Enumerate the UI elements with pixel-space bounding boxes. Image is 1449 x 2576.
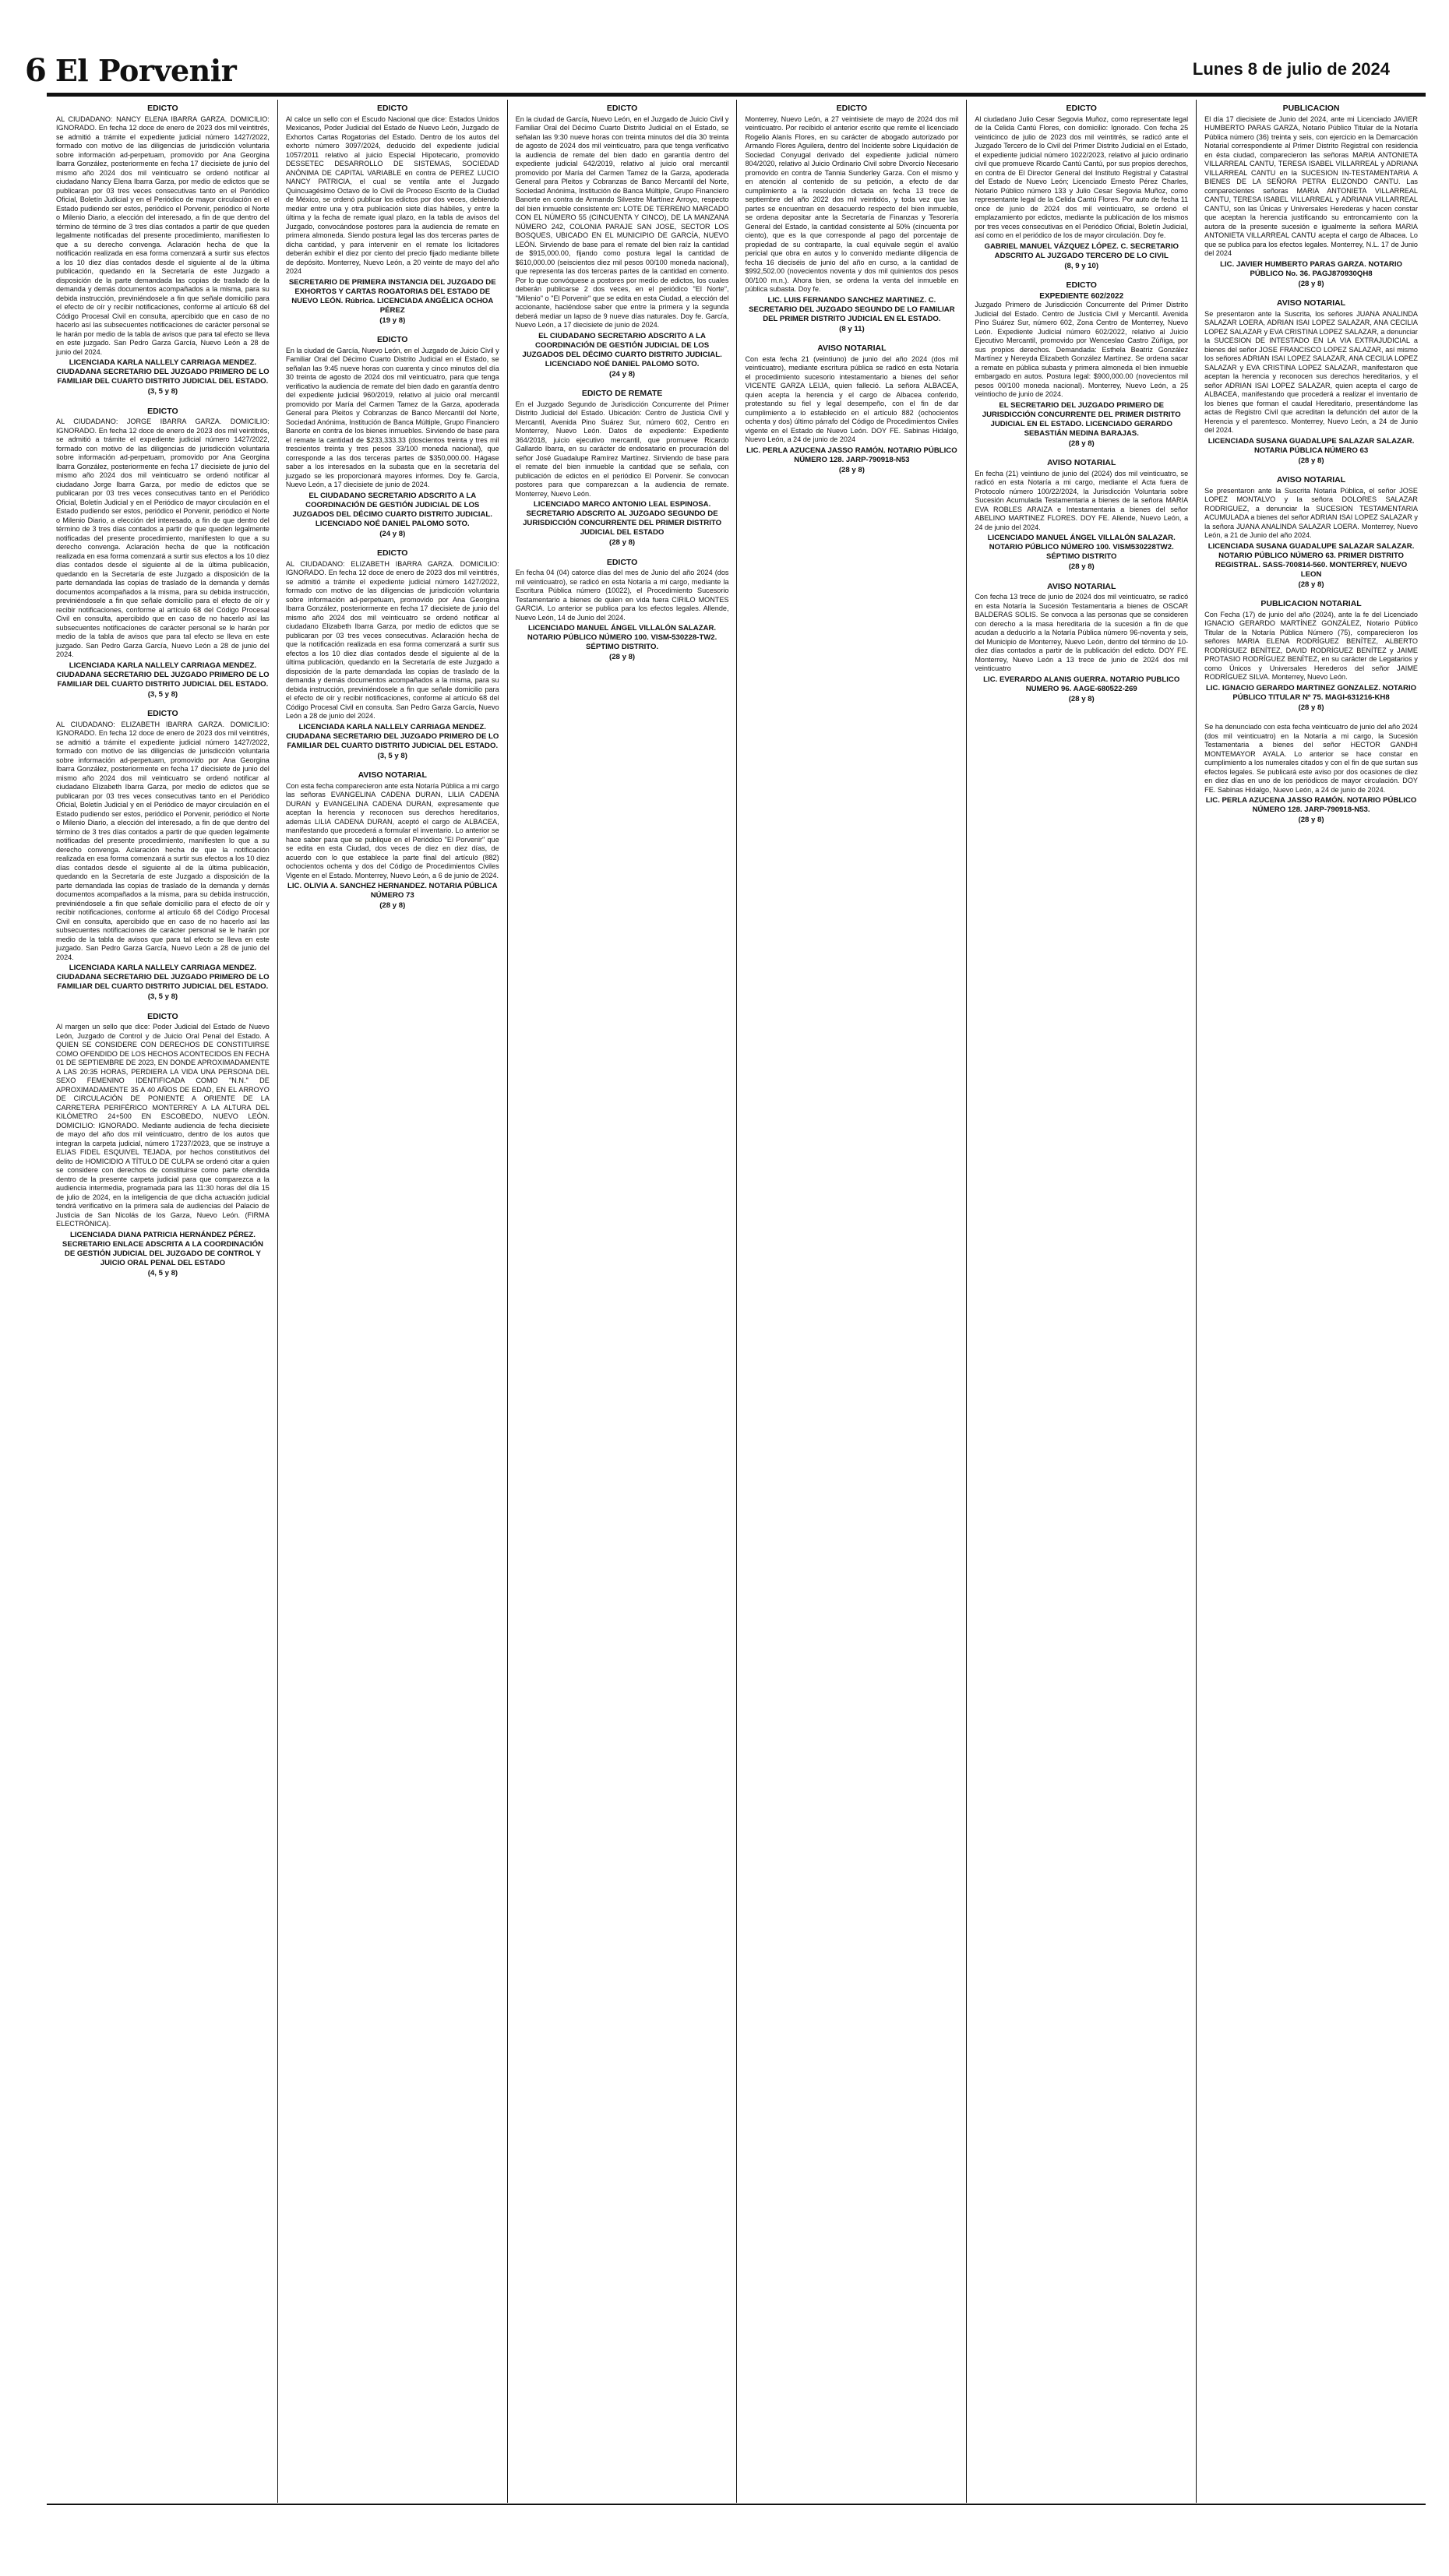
column-1 — [48, 100, 278, 2503]
notice-signature: LICENCIADA KARLA NALLELY CARRIAGA MENDEZ. CIUDADANA SECRETARIO DEL JUZGADO PRIMERO DE LO FAMILIAR DEL CUARTO DISTRITO JUDICIAL DEL ESTADO. — [56, 964, 270, 991]
page-number: 6 — [25, 52, 46, 89]
notice-body: Se presentaron ante la Suscrita Notaria Pública, el señor JOSE LOPEZ MONTALVO y la señora DOLORES SALAZAR RODRIGUEZ, a denunciar la SUCESION TESTAMENTARIA ACUMULADA a bienes del señor ADRIAN ISAI LOPEZ SALAZAR y la señora JUANA ANALINDA SALAZAR LOERA. Monterrey, Nuevo León, a 21 de Junio del año 2024. — [1204, 486, 1418, 539]
notice-title: EDICTO — [377, 104, 408, 113]
notice-body: En el Juzgado Segundo de Jurisdicción Concurrente del Primer Distrito Judicial del Estado. Ubicación: Centro de Justicia Civil y Mercantil, Avenida Pino Suárez Sur, número 602, Centro en Monterrey, Nuevo León. Datos de expediente: Expediente 364/2018, juicio ejecutivo mercantil, que promueve Ricardo Gallardo Ibarra, en su carácter de endosatario en procuración del señor José Guadalupe Ramírez Martínez. Sirviendo de base para el remate del bien inmueble la cantidad que se señala, con publicación de edictos en el periódico El Porvenir. Se convocan postores para que comparezcan a la audiencia de remate. Monterrey, Nuevo León. — [515, 400, 729, 498]
notice-publication-dates: (28 y 8) — [1068, 694, 1095, 703]
notice-title: AVISO NOTARIAL — [358, 770, 427, 780]
notice-publication-dates: (28 y 8) — [1298, 279, 1324, 288]
notice-body: En fecha (21) veintiuno de junio del (2024) dos mil veinticuatro, se radicó en esta Notaría a mi cargo, mediante el Acta fuera de Protocolo número 100/22/2024, la Jurisdicción Voluntaria sobre Sucesión Acumulada Testamentaria a bienes de la señora MARIA EVA ROBLES ARAIZA e Intestamentaria a bienes del señor ABELINO MARTINEZ FLORES. DOY FE. Allende, Nuevo León, a 24 de junio del 2024. — [975, 469, 1189, 531]
notice-signature: SECRETARIO DE PRIMERA INSTANCIA DEL JUZGADO DE EXHORTOS Y CARTAS ROGATORIAS DEL ESTADO DE NUEVO LEÓN. Rúbrica. LICENCIADA ANGÉLICA OCHOA PÉREZ — [288, 277, 496, 315]
notice-body: AL CIUDADANO: JORGE IBARRA GARZA. DOMICILIO: IGNORADO. En fecha 12 doce de enero de 2023 dos mil veintitrés, se admitió a trámite el expediente judicial número 1427/2022, formado con motivo de las diligencias de jurisdicción voluntaria sobre información ad-perpetuam, promovido por Ana Georgina Ibarra González, posteriormente en fecha 17 diecisiete de junio del mismo año 2024 dos mil veinticuatro se ordenó notificar al ciudadano Jorge Ibarra Garza, por medio de edictos que se publicaran por 03 tres veces consecutivas tanto en el Periódico Oficial, Boletín Judicial y en el Periódico de mayor circulación en el Estado pudiendo ser estos, periódico el Porvenir, periódico el Norte o Milenio Diario, a elección del interesado, a fin de que dentro del término de 3 tres días contados a partir de que queden legalmente notificadas del presente procedimiento, manifiesten lo que a su derecho convenga. Aclaración hecha de que la notificación realizada en esa forma comenzará a surtir sus efectos a los 10 diez días contados desde el siguiente al de la última publicación, quedando en la Secretaría de este Juzgado a disposición de la parte demandada las copias de traslado de la demanda y demás documentos acompañados a la misma, para su debida instrucción, previniéndosele a fin que señale domicilio para el efecto de oír y recibir notificaciones, conforme al artículo 68 del Código Procesal Civil en consulta, apercibido que en caso de no hacerlo así las subsecuentes notificaciones de carácter personal se le harán por medio de la tabla de avisos que para tal efecto se lleva en este juzgado. San Pedro Garza García, Nuevo León a 28 de junio del 2024. — [56, 418, 270, 658]
legal-notice — [56, 710, 270, 1002]
notice-signature: EL CIUDADANO SECRETARIO ADSCRITO A LA COORDINACIÓN DE GESTIÓN JUDICIAL DE LOS JUZGADOS DEL DÉCIMO CUARTO DISTRITO JUDICIAL. LICENCIADO NOÉ DANIEL PALOMO SOTO. — [292, 491, 492, 528]
legal-notice — [286, 549, 499, 760]
notice-title: PUBLICACION — [1282, 104, 1340, 113]
notice-title: EDICTO — [147, 709, 178, 718]
notice-title: EDICTO — [1066, 280, 1097, 290]
notice-publication-dates: (28 y 8) — [838, 465, 865, 474]
legal-notice — [56, 104, 270, 396]
notice-publication-dates: (28 y 8) — [379, 901, 406, 910]
notice-publication-dates: (28 y 8) — [1298, 816, 1324, 824]
notice-publication-dates: (28 y 8) — [609, 653, 636, 661]
notice-publication-dates: (24 y 8) — [379, 529, 406, 538]
legal-notice — [745, 104, 958, 333]
notice-title: AVISO NOTARIAL — [1276, 298, 1346, 308]
notice-publication-dates: (3, 5 y 8) — [147, 387, 178, 396]
notice-signature: LICENCIADA KARLA NALLELY CARRIAGA MENDEZ. CIUDADANA SECRETARIO DEL JUZGADO PRIMERO DE LO FAMILIAR DEL CUARTO DISTRITO JUDICIAL DEL ESTADO. — [56, 358, 270, 386]
notice-title: EDICTO — [147, 406, 178, 416]
legal-notice — [975, 583, 1188, 704]
notice-signature: LICENCIADA KARLA NALLELY CARRIAGA MENDEZ. CIUDADANA SECRETARIO DEL JUZGADO PRIMERO DE LO FAMILIAR DEL CUARTO DISTRITO JUDICIAL DEL ESTADO. — [56, 661, 270, 689]
legal-notice — [286, 104, 499, 325]
newspaper-name: El Porvenir — [55, 53, 237, 88]
notice-body: AL CIUDADANO: ELIZABETH IBARRA GARZA. DOMICILIO: IGNORADO. En fecha 12 doce de enero de 2023 dos mil veintitrés, se admitió a trámite el expediente judicial número 1427/2022, formado con motivo de las diligencias de jurisdicción voluntaria sobre información ad-perpetuam, promovido por Ana Georgina Ibarra González, posteriormente en fecha 17 diecisiete de junio del mismo año 2024 dos mil veinticuatro se ordenó notificar al ciudadano Elizabeth Ibarra Garza, por medio de edictos que se publicaran por 03 tres veces consecutivas tanto en el Periódico Oficial, Boletín Judicial y en el Periódico de mayor circulación en el Estado pudiendo ser estos, periódico el Porvenir, periódico el Norte o Milenio Diario, a elección del interesado, a fin de que dentro del término de 3 tres días contados a partir de que queden legalmente notificadas del presente procedimiento, manifiesten lo que a su derecho convenga. Aclaración hecha de que la notificación realizada en esa forma comenzará a surtir sus efectos a los 10 diez días contados desde el siguiente al de la última publicación, quedando en la Secretaría de este Juzgado a disposición de la parte demandada las copias de traslado de la demanda y demás documentos acompañados a la misma, para su debida instrucción, previniéndosele a fin que señale domicilio para el efecto de oír y recibir notificaciones, conforme al artículo 68 del Código Procesal Civil en consulta, apercibido que en caso de no hacerlo así las subsecuentes notificaciones de carácter personal se le harán por medio de la tabla de avisos que para tal efecto se lleva en este juzgado. San Pedro Garza García, Nuevo León a 28 de junio del 2024. — [56, 720, 270, 961]
notice-title: AVISO NOTARIAL — [1047, 458, 1116, 467]
notice-signature: EL CIUDADANO SECRETARIO ADSCRITO A LA COORDINACIÓN DE GESTIÓN JUDICIAL DE LOS JUZGADOS DEL DÉCIMO CUARTO DISTRITO JUDICIAL. LICENCIADO NOÉ DANIEL PALOMO SOTO. — [522, 331, 722, 368]
notice-title: PUBLICACION NOTARIAL — [1260, 599, 1362, 608]
notice-body: Con esta fecha comparecieron ante esta Notaría Pública a mi cargo las señoras EVANGELINA CADENA DURAN, LILIA CADENA DURAN y EVANGELINA CADENA DURAN, expresamente que aceptan la herencia y reconocen sus derechos hereditarios, además LILIA CADENA DURAN, aceptó el cargo de ALBACEA, manifestando que procederá a formular el inventario. Lo anterior se hace saber para que se publique en el Periódico "El Porvenir" que se edita en esta Ciudad, dos veces de diez en diez días, de acuerdo con lo que establece la parte final del artículo (882) ochocientos ochenta y dos del Código de Procedimientos Civiles Vigente en el Estado. Monterrey, Nuevo León, a 6 de junio de 2024. — [285, 781, 499, 879]
notice-title: EDICTO — [836, 104, 868, 113]
notice-publication-dates: (3, 5 y 8) — [147, 689, 178, 699]
notice-title: EDICTO — [606, 104, 638, 113]
notice-publication-dates: (19 y 8) — [379, 315, 406, 325]
notice-signature: LICENCIADO MANUEL ÁNGEL VILLALÓN SALAZAR. NOTARIO PÚBLICO NÚMERO 100. VISM530228TW2. SÉPTIMO DISTRITO — [987, 534, 1176, 561]
notice-title: EDICTO — [606, 557, 638, 567]
legal-notice — [286, 771, 499, 911]
column-4 — [737, 100, 967, 2503]
notice-publication-dates: (28 y 8) — [1298, 580, 1324, 589]
column-2 — [278, 100, 508, 2503]
masthead-rule — [47, 93, 1426, 97]
legal-notice — [1204, 104, 1418, 288]
legal-notice — [1204, 723, 1418, 825]
masthead — [25, 52, 1443, 90]
notice-body: El día 17 diecisiete de Junio del 2024, ante mi Licenciado JAVIER HUMBERTO PARAS GARZA, Notario Público Titular de la Notaría Pública número (36) treinta y seis, con ejercicio en la Demarcación Notarial correspondiente al Primer Distrito Registral con residencia en ésta ciudad, comparecieron las señoras MARIA ANTONIETA VILLARREAL CANTU, TERESA ISABEL VILLARREAL y ADRIANA VILLARREAL CANTU en la SUCESION IN-TESTAMENTARIA A BIENES DE LA SEÑORA PETRA ELIZONDO CANTU. Las comparecientes señoras MARIA ANTONIETA VILLARREAL CANTU, TERESA ISABEL VILLARREAL y ADRIANA VILLARREAL CANTU, son las Únicas y Universales Herederas y hacen constar que aceptan la herencia justificando su entroncamiento con la autora de la presente sucesión e igualmente la señora MARIA ANTONIETA VILLARREAL CANTU acepta el cargo de Albacea. Lo que se publica para los efectos legales. Monterrey, N.L. 17 de Junio del 2024 — [1204, 115, 1418, 257]
notice-publication-dates: (3, 5 y 8) — [377, 751, 407, 760]
notice-body: En fecha 04 (04) catorce días del mes de Junio del año 2024 (dos mil veinticuatro), se radicó en esta Notaría a mi cargo, mediante la Escritura Pública número (10022), el Procedimiento Sucesorio Testamentario a bienes de quien en vida fuera CIRILO MONTES GARCIA. Lo anterior se publica para los efectos legales. Allende, Nuevo León, 14 de Junio del 2024. — [515, 569, 729, 622]
legal-notice — [516, 104, 729, 379]
notice-title: AVISO NOTARIAL — [817, 344, 887, 353]
notice-signature: LIC. EVERARDO ALANIS GUERRA. NOTARIO PUBLICO NUMERO 96. AAGE-680522-269 — [983, 675, 1180, 693]
legal-notice — [1204, 299, 1418, 465]
notice-title: EDICTO — [1066, 104, 1097, 113]
notice-signature: LICENCIADA SUSANA GUADALUPE SALAZAR SALAZAR. NOTARIO PÚBLICO NÚMERO 63. PRIMER DISTRITO REGISTRAL. SASS-700814-560. MONTERREY, NUEVO LEON — [1208, 541, 1415, 579]
notice-publication-dates: (3, 5 y 8) — [147, 992, 178, 1001]
notice-publication-dates: (28 y 8) — [1068, 439, 1095, 448]
legal-notice — [1204, 600, 1418, 712]
notice-publication-dates: (24 y 8) — [609, 369, 636, 379]
notice-signature: LICENCIADA SUSANA GUADALUPE SALAZAR SALAZAR. NOTARIA PÚBLICA NÚMERO 63 — [1208, 436, 1415, 455]
notice-publication-dates: (28 y 8) — [1298, 456, 1324, 465]
legal-notice — [745, 344, 958, 474]
notice-signature: LIC. LUIS FERNANDO SANCHEZ MARTINEZ. C. SECRETARIO DEL JUZGADO SEGUNDO DE LO FAMILIAR DEL PRIMER DISTRITO JUDICIAL EN EL ESTADO. — [749, 295, 955, 323]
notice-body: AL CIUDADANO: ELIZABETH IBARRA GARZA. DOMICILIO: IGNORADO. En fecha 12 doce de enero de 2023 dos mil veintitrés, se admitió a trámite el expediente judicial número 1427/2022, formado con motivo de las diligencias de jurisdicción voluntaria sobre información ad-perpetuam, promovido por Ana Georgina Ibarra González, posteriormente en fecha 17 diecisiete de junio del mismo año 2024 dos mil veinticuatro se ordenó notificar al ciudadano Elizabeth Ibarra Garza, por medio de edictos que se publicaran por 03 tres veces consecutivas. Aclaración hecha de que la notificación realizada en esa forma comenzará a surtir sus efectos a los 10 diez días contados desde el siguiente al de la última publicación, quedando en la Secretaría de este Juzgado a disposición de la parte demandada las copias de traslado de la demanda y demás documentos acompañados a la misma, para su debida instrucción, previniéndosele a fin que señale domicilio para el efecto de oír y recibir notificaciones, conforme al artículo 68 del Código Procesal Civil en consulta. San Pedro Garza García, Nuevo León a 28 de junio del 2024. — [285, 559, 499, 720]
notice-publication-dates: (28 y 8) — [609, 538, 636, 547]
notice-body: Al calce un sello con el Escudo Nacional que dice: Estados Unidos Mexicanos, Poder Judicial del Estado de Nuevo León, Juzgado de Exhortos Cartas Rogatorias del Estado. Dentro de los autos del exhorto número 3097/2024, deducido del expediente judicial 1057/2011 relativo al juicio Especial Hipotecario, promovido DESSETEC DESARROLLO DE SISTEMAS, SOCIEDAD ANÓNIMA DE CAPITAL VARIABLE en contra de PEREZ LUCIO NANCY PATRICIA, el cual se ventila ante el Juzgado Quincuagésimo Octavo de lo Civil de Proceso Escrito de la Ciudad de México, se ordenó publicar los edictos por dos veces, debiendo mediar entre una y otra publicación siete días hábiles, y entre la última y la fecha de remate igual plazo, en la tabla de avisos del Juzgado, convocándose postores para la audiencia de remate en primera almoneda. Siendo postura legal las dos terceras partes de dicha cantidad, y para intervenir en el remate los licitadores deberán exhibir el diez por ciento del precio fijado mediante billete de depósito. Monterrey, Nuevo León, a 20 veinte de mayo del año 2024 — [285, 115, 499, 275]
legal-notice — [516, 389, 729, 548]
notice-signature: LIC. PERLA AZUCENA JASSO RAMÓN. NOTARIO PÚBLICO NÚMERO 128. JARP-790918-N53. — [1205, 796, 1417, 814]
notice-publication-dates: (28 y 8) — [1068, 562, 1095, 571]
notice-body: Se presentaron ante la Suscrita, los señores JUANA ANALINDA SALAZAR LOERA, ADRIAN ISAI LOPEZ SALAZAR, ANA CECILIA LOPEZ SALAZAR y EVA CRISTINA LOPEZ SALAZAR, a denunciar la SUCESION DE INTESTADO EN LA VIA EXTRAJUDICIAL a bienes del señor JOSE FRANCISCO LOPEZ SALAZAR, así mismo los señores ADRIAN ISAI LOPEZ SALAZAR, ANA CECILIA LOPEZ SALAZAR y EVA CRISTINA LOPEZ SALAZAR, manifestaron que aceptan la herencia y reconocen sus derechos hereditarios, y el señor ADRIAN ISAI LOPEZ SALAZAR, quien acepta el cargo de ALBACEA, manifestando que procederá a realizar el inventario de los bienes que forman el caudal Hereditario, presentándome las actas de Registro Civil que acreditan la defunción del autor de la Herencia y el parentesco. Monterrey, Nuevo León, a 24 de Junio del 2024. — [1204, 309, 1418, 434]
notice-columns — [48, 100, 1426, 2503]
notice-title: EDICTO — [147, 104, 178, 113]
notice-title: EDICTO — [377, 548, 408, 558]
notice-signature: LICENCIADA DIANA PATRICIA HERNÁNDEZ PÉREZ. SECRETARIO ENLACE ADSCRITA A LA COORDINACIÓN DE GESTIÓN JUDICIAL DEL JUZGADO DE CONTROL Y JUICIO ORAL PENAL DEL ESTADO — [62, 1230, 263, 1267]
notice-signature: EL SECRETARIO DEL JUZGADO PRIMERO DE JURISDICCIÓN CONCURRENTE DEL PRIMER DISTRITO JUDICIAL EN EL ESTADO. LICENCIADO GERARDO SEBASTIÁN MEDINA BARAJAS. — [982, 400, 1181, 438]
notice-signature: LIC. PERLA AZUCENA JASSO RAMÓN. NOTARIO PÚBLICO NÚMERO 128. JARP-790918-N53 — [746, 446, 957, 464]
legal-notice — [286, 336, 499, 538]
notice-body: Con Fecha (17) de junio del año (2024), ante la fe del Licenciado IGNACIO GERARDO MARTÍNEZ GONZÁLEZ, Notario Público Titular de la Notaría Pública Número (75), comparecieron los señores MARIA ELENA RODRÍGUEZ BENÍTEZ, ALBERTO RODRÍGUEZ BENÍTEZ, DAVID RODRÍGUEZ BENÍTEZ y JAIME PROTASIO RODRÍGUEZ BENÍTEZ, en su carácter de Legatarios y como Únicos y Universales Herederos del señor JAIME RODRÍGUEZ SILVA. Monterrey, Nuevo León. — [1204, 610, 1418, 681]
notice-title: EDICTO — [147, 1011, 178, 1021]
notice-subtitle: EXPEDIENTE 602/2022 — [1039, 291, 1124, 301]
notice-body: En la ciudad de García, Nuevo León, en el Juzgado de Juicio Civil y Familiar Oral del Décimo Cuarto Distrito Judicial en el Estado, se señalan las 9:45 nueve horas con cuarenta y cinco minutos del día 30 treinta de agosto de 2024 dos mil veinticuatro, para que tenga verificativo la audiencia de remate del bien dado en garantía dentro del expediente judicial 960/2019, relativo al juicio oral mercantil promovido por María del Carmen Tamez de la Garza, apoderada General para Pleitos y Cobranzas de Banco Mercantil del Norte, Sociedad Anónima, Institución de Banca Múltiple, Grupo Financiero Banorte en contra de los bienes inmuebles. Sirviendo de base para el remate la cantidad de $233,333.33 (doscientos treinta y tres mil trescientos treinta y tres pesos 33/100 moneda nacional), que corresponde a las dos terceras partes de $350,000.00. Hágase saber a los interesados en la subasta que en la secretaría del juzgado se les proporcionará mayores informes. Doy fe. García, Nuevo León, a 17 diecisiete de junio de 2024. — [285, 346, 499, 488]
notice-signature: LICENCIADO MANUEL ÁNGEL VILLALÓN SALAZAR. NOTARIO PÚBLICO NÚMERO 100. VISM-530228-TW2. SÉPTIMO DISTRITO. — [527, 624, 717, 651]
notice-signature: LICENCIADO MARCO ANTONIO LEAL ESPINOSA. SECRETARIO ADSCRITO AL JUZGADO SEGUNDO DE JURISDICCIÓN CONCURRENTE DEL PRIMER DISTRITO JUDICIAL DEL ESTADO — [523, 500, 722, 537]
notice-body: AL CIUDADANO: NANCY ELENA IBARRA GARZA. DOMICILIO: IGNORADO. En fecha 12 doce de enero de 2023 dos mil veintitrés, se admitió a trámite el expediente judicial número 1427/2022, formado con motivo de las diligencias de jurisdicción voluntaria sobre información ad-perpetuam, promovido por Ana Georgina Ibarra González, posteriormente en fecha 17 diecisiete de junio del mismo año 2024 dos mil veinticuatro se ordenó notificar al ciudadano Nancy Elena Ibarra Garza, por medio de edictos que se publicaran por 03 tres veces consecutivas tanto en el Periódico Oficial, Boletín Judicial y en el Periódico de mayor circulación en el Estado pudiendo ser estos, periódico el Porvenir, periódico el Norte o Milenio Diario, a elección del interesado, a fin de que dentro del término de término de 3 tres días contados a partir de que queden legalmente notificadas del presente procedimiento, manifiesten lo que a su derecho convenga. Aclaración hecha de que la notificación realizada en esa forma comenzará a surtir sus efectos a los 10 diez días contados desde el siguiente al de la última publicación, quedando en la Secretaría de este Juzgado a disposición de la parte demandada las copias de traslado de la demanda y demás documentos acompañados a la misma, para su debida instrucción, previniéndosele a fin que señale domicilio para el efecto de oír y recibir notificaciones, conforme al artículo 68 del Código Procesal Civil en consulta, apercibido que en caso de no hacerlo así las subsecuentes notificaciones de carácter personal se le harán por medio de la tabla de avisos que para tal efecto se lleva en este juzgado. San Pedro Garza García, Nuevo León a 28 de junio del 2024. — [56, 115, 270, 356]
notice-title: EDICTO DE REMATE — [581, 389, 663, 398]
legal-notice — [56, 1013, 270, 1278]
legal-notice — [1204, 476, 1418, 589]
notice-signature: LICENCIADA KARLA NALLELY CARRIAGA MENDEZ. CIUDADANA SECRETARIO DEL JUZGADO PRIMERO DE LO FAMILIAR DEL CUARTO DISTRITO JUDICIAL DEL ESTADO. — [286, 722, 499, 750]
legal-notice — [975, 281, 1188, 448]
notice-title: AVISO NOTARIAL — [1276, 475, 1346, 485]
issue-date: Lunes 8 de julio de 2024 — [1192, 59, 1390, 79]
legal-notice — [975, 104, 1188, 270]
notice-title: AVISO NOTARIAL — [1047, 581, 1116, 591]
notice-body: Monterrey, Nuevo León, a 27 veintisiete de mayo de 2024 dos mil veinticuatro. Por recibido el anterior escrito que remite el licenciado Rogelio Alanís Flores, en su carácter de abogado autorizado por Armando Flores Aguilera, dentro del Incidente sobre Liquidación de Sociedad Conyugal derivado del expediente judicial número 804/2020, relativo al Juicio Ordinario Civil sobre Divorcio Necesario promovido en contra de Tannia Sunderley Garza. Con el mismo y en atención al contenido de su petición, a efecto de dar cumplimiento a la resolución dictada en fecha 13 trece de septiembre del año 2022 dos mil veintidós, y toda vez que las partes se encuentran en desacuerdo respecto del bien inmueble, se ordena depositar ante la Secretaría de Finanzas y Tesorería General del Estado, la cantidad consistente al 50% (cincuenta por ciento), que es la que corresponde al pago del porcentaje de propiedad de su contraparte, la cual equivale según el avalúo pericial que obra en autos y lo convenido mediante diligencia de fecha 16 dieciséis de junio del año en curso, a la cantidad de $992,502.00 (novecientos noventa y dos mil quinientos dos pesos 00/100 m.n.). Ahora bien, se ordena la venta del inmueble en pública subasta. Doy fe. — [745, 115, 959, 293]
legal-notice — [56, 407, 270, 700]
column-6 — [1197, 100, 1426, 2503]
notice-body: Al margen un sello que dice: Poder Judicial del Estado de Nuevo León, Juzgado de Control y de Juicio Oral Penal del Estado. A QUIEN SE CONSIDERE CON DERECHOS DE CONSTITUIRSE COMO OFENDIDO DE LOS HECHOS ACONTECIDOS EN FECHA 01 DE SEPTIEMBRE DE 2023, EN DONDE APROXIMADAMENTE A LAS 20:35 HORAS, PERDIERA LA VIDA UNA PERSONA DEL SEXO FEMENINO IDENTIFICADA COMO "N.N." DE APROXIMADAMENTE 35 A 40 AÑOS DE EDAD, EN EL ARROYO DE CIRCULACIÓN DE PONIENTE A ORIENTE DE LA CARRETERA PERIFÉRICO MONTERREY A LA ALTURA DEL KILÓMETRO 24+500 EN ESCOBEDO, NUEVO LEÓN. DOMICILIO: IGNORADO. Mediante audiencia de fecha diecisiete de mayo del año dos mil veinticuatro, dentro de los autos que integran la carpeta judicial, número 17237/2023, que se instruye a ELIAS FIDEL ESQUIVEL TEJADA, por hechos constitutivos del delito de HOMICIDIO A TÍTULO DE CULPA se ordenó citar a quien se considere con derechos de constituirse como parte ofendida dentro de la presente carpeta judicial para que comparezca a la audiencia intermedia, programada para las 11:30 horas del día 15 de julio de 2024, en la inteligencia de que dicha actuación judicial tendrá verificativo en la primera sala de audiencias del Palacio de Justicia de San Nicolás de los Garza, Nuevo León. (FIRMA ELECTRÓNICA). — [56, 1023, 270, 1228]
notice-signature: LIC. IGNACIO GERARDO MARTINEZ GONZALEZ. NOTARIO PÚBLICO TITULAR Nº 75. MAGI-631216-KH8 — [1206, 683, 1417, 702]
notice-publication-dates: (8 y 11) — [839, 324, 865, 333]
notice-body: Con esta fecha 21 (veintiuno) de junio del año 2024 (dos mil veinticuatro), mediante escritura pública se radicó en esta Notaría el procedimiento sucesorio intestamentario a bienes del señor VICENTE GARZA LEIJA, quien falleció. La señora ALBACEA, quien acepta la herencia y el cargo de Albacea conferido, protestando su fiel y legal desempeño, con el fin de dar cumplimiento a lo establecido en el artículo 882 (ochocientos ochenta y dos) último párrafo del Código de Procedimientos Civiles vigente en el Estado de Nuevo León. DOY FE. Sabinas Hidalgo, Nuevo León, a 24 de junio de 2024 — [745, 354, 959, 443]
notice-signature: LIC. OLIVIA A. SANCHEZ HERNANDEZ. NOTARIA PÚBLICA NÚMERO 73 — [287, 882, 498, 900]
notice-publication-dates: (4, 5 y 8) — [147, 1268, 178, 1277]
notice-body: Al ciudadano Julio Cesar Segovia Muñoz, como representate legal de la Celida Cantú Flores, con domicilio: Ignorado. Con fecha 25 veinticinco de julio de 2023 dos mil veintitrés, se radicó ante el Juzgado Tercero de lo Civil del Primer Distrito Judicial en el Estado, el expediente judicial número 1022/2023, relativo al juicio ordinario civil que promueve Ricardo Cantú Cantú, por sus propios derechos, en contra de El Director General del Instituto Registral y Catastral del Estado de Nuevo León; Licenciado Ernesto Pérez Charles, Notario Público número 133 y Julio Cesar Segovia Muñoz, como representante legal de la Celida Cantú Flores. Por auto de fecha 11 once de junio de 2024 dos mil veinticuatro, se ordenó el emplazamiento por edictos, mediante la publicación de los mismos por tres veces consecutivas en el Periódico Oficial, Boletín Judicial, así como en el periódico de los de mayor circulación. Doy fe. — [975, 115, 1189, 239]
notice-publication-dates: (28 y 8) — [1298, 703, 1324, 712]
legal-notice — [516, 559, 729, 662]
notice-publication-dates: (8, 9 y 10) — [1064, 261, 1099, 270]
bottom-rule — [47, 2504, 1426, 2505]
notice-body: En la ciudad de García, Nuevo León, en el Juzgado de Juicio Civil y Familiar Oral del Décimo Cuarto Distrito Judicial en el Estado, se señalan las 9:30 nueve horas con treinta minutos del día 30 treinta de agosto de 2024 dos mil veinticuatro, para que tenga verificativo la audiencia de remate del bien dado en garantía dentro del expediente judicial 642/2019, relativo al juicio oral mercantil promovido por María del Carmen Tamez de la Garza, apoderada General para Pleitos y Cobranzas de Banco Mercantil del Norte, Sociedad Anónima, Institución de Banca Múltiple, Grupo Financiero Banorte en contra de Armando Silvestre Martínez Arroyo, respecto del bien inmueble consistente en: LOTE DE TERRENO MARCADO CON EL NÚMERO 55 (CINCUENTA Y CINCO), DE LA MANZANA NÚMERO 242, COLONIA PARAJE SAN JOSE, SECTOR LOS BOSQUES, UBICADO EN EL MUNICIPIO DE GARCÍA, NUEVO LEÓN. Sirviendo de base para el remate del bien raíz la cantidad de $915,000.00, fijando como postura legal la cantidad de $610,000.00 (seiscientos diez mil pesos 00/100 moneda nacional), que representa las dos terceras partes de la cantidad en comento. Por lo que convóquese a postores por medio de edictos, los cuales deberán publicarse 2 dos veces, en el periódico "El Norte", "Milenio" o "El Porvenir" que se edita en esta Ciudad, a elección del accionante, haciéndose saber que entre la primera y la segunda deberá mediar un lapso de 9 nueve días naturales. Doy fe. García, Nuevo León, a 17 diecisiete de junio de 2024. — [515, 115, 729, 329]
notice-signature: GABRIEL MANUEL VÁZQUEZ LÓPEZ. C. SECRETARIO ADSCRITO AL JUZGADO TERCERO DE LO CIVIL — [984, 241, 1179, 260]
notice-body: Con fecha 13 trece de junio de 2024 dos mil veinticuatro, se radicó en esta Notaría la Sucesión Testamentaria a bienes de OSCAR BALDERAS SOLIS. Se convoca a las personas que se consideren con derecho a la masa hereditaria de la sucesión a fin de que acudan a deducirlo a la Notaría Pública número 96-noventa y seis, del Municipio de Monterrey, Nuevo León, dentro del término de 10-diez días contados a partir de la publicación del edicto. DOY FE. Monterrey, Nuevo León a 13 trece de junio de 2024 dos mil veinticuatro — [975, 593, 1189, 672]
notice-body: Se ha denunciado con esta fecha veinticuatro de junio del año 2024 (dos mil veinticuatro) en la Notaría a mi cargo, la Sucesión Testamentaria a bienes del señor HECTOR GANDHI MONTEMAYOR AYALA. Lo anterior se hace constar en cumplimiento a los numerales citados y con el fin de que surtan sus efectos legales. Se publicará este aviso por dos ocasiones de diez en diez días en uno de los periódicos de mayor circulación. DOY FE. Sabinas Hidalgo, Nuevo León, a 24 de junio de 2024. — [1204, 723, 1418, 794]
masthead-brand — [25, 52, 237, 89]
notice-body: Juzgado Primero de Jurisdicción Concurrente del Primer Distrito Judicial del Estado. Centro de Justicia Civil y Mercantil. Avenida Pino Suárez Sur, número 602, Zona Centro de Monterrey, Nuevo León. Expediente Judicial número 602/2022, relativo al Juicio Ejecutivo Mercantil, promovido por Wenceslao Castro Zúñiga, por sus propios derechos. Demandada: Esthela Beatriz González Martínez y Nereyda Elizabeth González Martínez. Se ordena sacar a remate en pública subasta y primera almoneda el bien inmueble embargado en autos. Postura legal: $900,000.00 (novecientos mil pesos 00/100 moneda nacional). Monterrey, Nuevo León, a 25 veintiocho de junio de 2024. — [975, 301, 1189, 398]
notice-title: EDICTO — [377, 335, 408, 344]
notice-signature: LIC. JAVIER HUMBERTO PARAS GARZA. NOTARIO PÚBLICO No. 36. PAGJ870930QH8 — [1220, 259, 1402, 278]
column-3 — [508, 100, 738, 2503]
legal-notice — [975, 459, 1188, 572]
column-5 — [967, 100, 1197, 2503]
